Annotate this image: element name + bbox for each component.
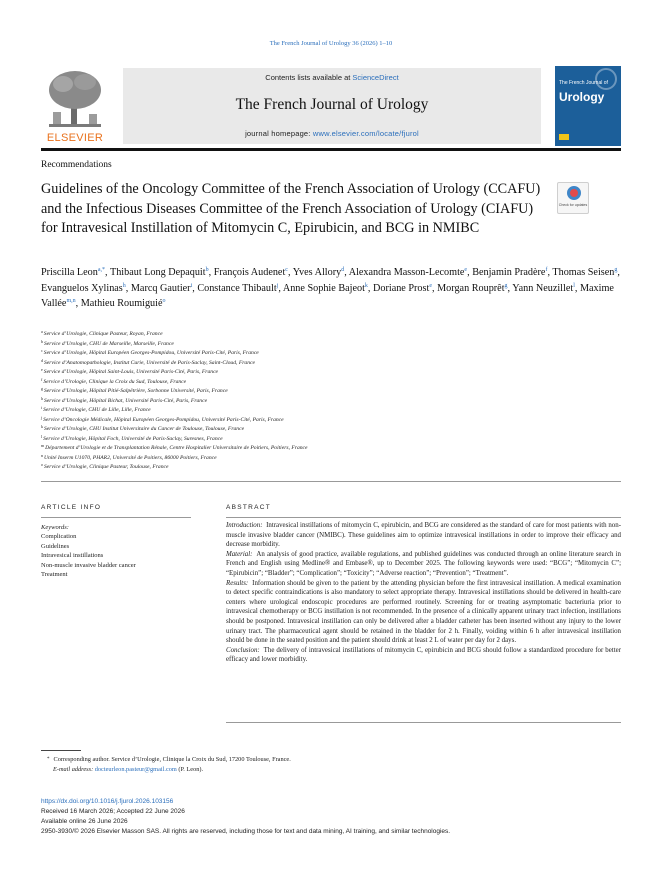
- article-metadata: [41, 797, 621, 837]
- author-name-text: Yann Neuzillet: [512, 282, 574, 294]
- author-name[interactable]: [81, 298, 166, 309]
- author-affiliation-marker[interactable]: i: [190, 282, 193, 289]
- affiliation-item: [41, 359, 621, 369]
- affiliation-item: [41, 368, 621, 378]
- author-name-text: Anne Sophie Bajeot: [282, 282, 365, 294]
- affiliation-item: [41, 340, 621, 350]
- author-name[interactable]: [214, 267, 288, 278]
- journal-info-box: [123, 68, 541, 144]
- affiliation-key: f: [41, 376, 43, 382]
- header-divider: [41, 481, 621, 482]
- affiliation-key: k: [41, 424, 43, 429]
- affiliation-key: o: [41, 462, 43, 467]
- affiliation-item: [41, 397, 621, 407]
- article-section: Recommendations: [41, 160, 112, 170]
- affiliation-key: m: [41, 443, 45, 448]
- abstract-label: Introduction:: [226, 522, 263, 529]
- doi-link[interactable]: https://dx.doi.org/10.1016/j.fjurol.2026.103156: [41, 798, 174, 805]
- article-info-rule: [41, 517, 191, 518]
- keywords-label: Keywords:: [41, 524, 69, 531]
- affiliation-text: Service d’Urologie, Hôpital Foch, Université de Paris-Saclay, Suresnes, France: [43, 435, 223, 442]
- footnote-email-line: [41, 765, 621, 775]
- corresponding-author-footnote: [41, 755, 621, 774]
- affiliation-key: g: [41, 386, 43, 391]
- author-name-text: Evanguelos Xylinas: [41, 282, 123, 294]
- abstract-text: The delivery of intravesical instillations of mitomycin C, epirubicin and BCG should follow a standardized procedure for better efficacy and lower morbidity.: [226, 646, 621, 664]
- author-affiliation-marker[interactable]: k: [364, 282, 368, 289]
- author-name-text: Thomas Seisen: [552, 267, 615, 278]
- author-name[interactable]: [373, 283, 432, 294]
- affiliation-text: Service d’Urologie, Hôpital Saint-Louis, Université Paris-Cité, Paris, France: [43, 369, 219, 375]
- masthead-rule: [41, 148, 621, 151]
- affiliation-item: [41, 444, 621, 454]
- author-name[interactable]: [512, 283, 575, 294]
- affiliation-key: a: [41, 329, 43, 334]
- affiliation-text: Service d’Urologie, CHU de Lille, Lille, France: [43, 407, 151, 413]
- affiliation-key: l: [41, 433, 43, 439]
- affiliation-item: [41, 463, 621, 473]
- affiliation-key: d: [41, 357, 43, 363]
- affiliation-text: Service d’Urologie, CHU de Marseille, Marseille, France: [44, 340, 174, 347]
- email-link[interactable]: docteurleon.pasteur@gmail.com: [94, 765, 177, 773]
- author-affiliation-marker[interactable]: e: [429, 282, 432, 289]
- affiliation-text: Service d’Urologie, Hôpital Européen Georges-Pompidou, Université Paris-Cité, Paris, France: [43, 350, 259, 356]
- check-for-updates-button[interactable]: [557, 182, 589, 214]
- affiliation-item: [41, 387, 621, 397]
- affiliation-key: c: [41, 348, 43, 353]
- journal-title: The French Journal of Urology: [235, 96, 429, 113]
- affiliation-text: Service d’Oncologie Médicale, Hôpital Européen Georges-Pompidou, Université Paris-Cité, Paris, France: [43, 416, 284, 423]
- author-affiliation-marker[interactable]: f: [545, 267, 548, 273]
- keyword-item: Intravesical instillations: [41, 552, 104, 560]
- abstract-text: An analysis of good practice, available regulations, and published guidelines was conducted through an online literature search in French and English using Medline® and Embase®, up to December 2025. The following keywords were used: “BCG”; “Mitomycin C”; “Epirubicin”; “Bladder”; “Complication”; “Toxicity”; “Adverse reaction”; “Prevention”; “Treatment”.: [226, 550, 621, 577]
- affiliation-text: Service d’Urologie, CHU Institut Universitaire du Cancer de Toulouse, Toulouse, France: [44, 426, 245, 432]
- author-affiliation-marker[interactable]: g: [614, 267, 618, 273]
- author-name[interactable]: [131, 283, 192, 294]
- affiliation-list: [41, 330, 621, 473]
- footnote-text: Corresponding author. Service d’Urologie, Clinique la Croix du Sud, 17200 Toulouse, France.: [53, 756, 291, 763]
- author-name[interactable]: [41, 267, 105, 278]
- abstract-paragraph: [226, 646, 621, 665]
- affiliation-key: i: [41, 405, 43, 410]
- author-affiliation-marker[interactable]: a,*: [97, 267, 106, 273]
- affiliation-item: [41, 425, 621, 435]
- keyword-item: Non-muscle invasive bladder cancer: [41, 561, 136, 569]
- abstract-heading: ABSTRACT: [226, 504, 272, 511]
- author-name-text: Benjamin Pradère: [472, 267, 546, 278]
- author-affiliation-marker[interactable]: g: [504, 282, 508, 289]
- author-name-text: Yves Allory: [292, 267, 342, 278]
- author-name[interactable]: [110, 267, 209, 278]
- author-name[interactable]: [283, 283, 368, 294]
- abstract-body: [226, 521, 621, 665]
- affiliation-item: [41, 349, 621, 359]
- article-info-heading: ARTICLE INFO: [41, 504, 102, 511]
- author-affiliation-marker[interactable]: h: [122, 282, 126, 289]
- homepage-line: [123, 129, 541, 138]
- affiliation-text: Département d’Urologie et de Transplantation Rénale, Centre Hospitalier Universitaire de Poitiers, Poitiers, France: [45, 445, 308, 451]
- author-affiliation-marker[interactable]: o: [162, 298, 166, 305]
- copyright-line: 2950-3930/© 2026 Elsevier Masson SAS. All rights are reserved, including those for text and data mining, AI training, and similar technologies.: [41, 828, 451, 835]
- author-affiliation-marker[interactable]: d: [341, 267, 345, 273]
- journal-masthead: [41, 66, 621, 146]
- homepage-link[interactable]: www.elsevier.com/locate/fjurol: [312, 129, 419, 138]
- author-name-text: François Audenet: [213, 267, 286, 278]
- author-name-text: Marcq Gautier: [130, 282, 191, 294]
- keywords-block: [41, 523, 201, 579]
- abstract-bottom-rule: [226, 722, 621, 723]
- author-name-text: Thibaut Long Depaquit: [109, 267, 206, 278]
- author-name[interactable]: [293, 267, 345, 278]
- author-name[interactable]: [472, 267, 547, 278]
- footnote-line: [41, 755, 621, 765]
- affiliation-key: j: [41, 414, 43, 420]
- abstract-text: Intravesical instillations of mitomycin C, epirubicin, and BCG are considered as the standard of care for most patients with non-muscle invasive bladder cancer (NMIBC). These guidelines aim to optimize intravesical instillations in order to improve their efficacy and decrease morbidity.: [226, 522, 621, 549]
- author-name-text: Morgan Rouprêt: [437, 282, 505, 294]
- author-name[interactable]: [41, 283, 126, 294]
- affiliation-key: b: [41, 338, 43, 344]
- elsevier-tree-icon: [41, 68, 109, 130]
- author-name-text: Mathieu Roumiguié: [80, 298, 163, 310]
- available-online: Available online 26 June 2026: [41, 818, 128, 825]
- author-affiliation-marker[interactable]: e: [464, 267, 468, 273]
- affiliation-item: [41, 416, 621, 426]
- affiliation-text: Service d’Anatomopathologie, Institut Curie, Université de Paris-Saclay, Saint-Cloud, France: [44, 359, 255, 366]
- affiliation-item: [41, 454, 621, 464]
- author-name-text: Alexandra Masson-Lecomte: [348, 267, 465, 278]
- author-affiliation-marker[interactable]: b: [205, 267, 209, 273]
- abstract-label: Material:: [226, 550, 253, 558]
- keyword-item: Treatment: [41, 571, 68, 579]
- running-head[interactable]: The French Journal of Urology 36 (2026) 1–10: [269, 40, 393, 47]
- cover-small-text: The French Journal of: [559, 80, 608, 86]
- footnote-rule: [41, 750, 81, 751]
- author-name-text: Priscilla Leon: [41, 267, 98, 278]
- author-affiliation-marker[interactable]: m,n: [66, 298, 76, 305]
- keyword-item: Guidelines: [41, 542, 70, 550]
- keyword-item: Complication: [41, 533, 77, 541]
- affiliation-item: [41, 378, 621, 388]
- check-updates-label: Check for updates: [558, 203, 588, 207]
- author-affiliation-marker[interactable]: j: [276, 282, 279, 289]
- affiliation-text: Service d’Urologie, Clinique Pasteur, Toulouse, France: [44, 464, 169, 470]
- author-name[interactable]: [437, 283, 507, 294]
- affiliation-text: Service d’Urologie, Hôpital Pitié-Salpêtrière, Sorbonne Université, Paris, France: [44, 388, 228, 394]
- homepage-prefix: journal homepage:: [245, 129, 313, 138]
- affiliation-item: [41, 330, 621, 340]
- email-suffix: (P. Leon).: [178, 765, 204, 773]
- email-label: E-mail address:: [53, 765, 94, 773]
- author-name-text: Doriane Prost: [373, 282, 430, 294]
- abstract-paragraph: [226, 550, 621, 579]
- affiliation-item: [41, 406, 621, 416]
- contents-prefix: Contents lists available at: [265, 73, 353, 82]
- abstract-paragraph: [226, 579, 621, 646]
- abstract-label: Conclusion:: [226, 646, 260, 654]
- abstract-text: Information should be given to the patient by the attending physician before the first intravesical instillation. A medical examination to detect specific contraindications is also mandatory to select appropriate therapy. Intravesical instillations should be delivered in health-care centers where urological endoscopic procedures are performed routinely. Screening for or treating asymptomatic bacteriuria prior to intravesical chemotherapy or BCG instillation is not recommended. In the presence of a clinically apparent urinary tract infection, instillations should be postponed. Intravesical instillation can only be delivered after a bladder catheter has been inserted without any injury to the lower urinary tract. The pharmaceutical agent should be retained in the bladder for 2 h. Finally, voiding within 6 h after intravesical instillation should be done in the seated position and the patient should drink at least 2 L of water per day for 2 days.: [226, 579, 621, 645]
- abstract-rule: [226, 517, 621, 518]
- abstract-label: Results:: [226, 579, 249, 587]
- footnote-marker: *: [47, 757, 50, 762]
- contents-line: [123, 73, 541, 82]
- journal-cover-thumbnail[interactable]: [555, 66, 621, 146]
- cover-graphic: [595, 68, 617, 90]
- affiliation-text: Service d’Urologie, Clinique Pasteur, Royan, France: [43, 331, 163, 337]
- affiliation-item: [41, 435, 621, 445]
- elsevier-logo[interactable]: [41, 68, 109, 144]
- cover-big-text: Urology: [559, 90, 605, 104]
- received-dates: Received 16 March 2026; Accepted 22 June 2026: [41, 808, 185, 815]
- author-name-text: Constance Thibault: [197, 282, 277, 294]
- affiliation-text: Unité Inserm U1070, PHAR2, Université de Poitiers, 86000 Poitiers, France: [44, 454, 217, 461]
- check-updates-icon: [567, 186, 581, 200]
- author-name-text: Maxime Vallée: [41, 282, 614, 310]
- elsevier-wordmark: ELSEVIER: [46, 132, 104, 144]
- sciencedirect-link[interactable]: ScienceDirect: [352, 73, 399, 82]
- author-list: Priscilla Leon$^{a,*}$, Thibaut Long Depaquit$^b$, François Audenet$^c$, Yves Allory$^d$, Alexandra Masson-Lecomte$^e$, Benjamin Pradère$^f$, Thomas Seisen$^g$, Evanguelos Xylinas$^h$, Marcq Gautier$^i$, Constance Thibault$^j$, Anne Sophie Bajeot$^k$, Doriane Prost$^e$, Morgan Rouprêt$^g$, Yann Neuzillet$^l$, Maxime Vallée$^{m,n}$, Mathieu Roumiguié$^o$: [41, 267, 620, 310]
- affiliation-key: n: [41, 452, 43, 458]
- author-affiliation-marker[interactable]: c: [285, 267, 288, 273]
- author-name[interactable]: [552, 267, 617, 278]
- cover-publisher-mark: [559, 134, 569, 140]
- affiliation-key: e: [41, 367, 43, 372]
- affiliation-key: h: [41, 395, 43, 401]
- affiliation-text: Service d’Urologie, Clinique la Croix du Sud, Toulouse, France: [43, 378, 187, 385]
- author-name[interactable]: [197, 283, 278, 294]
- author-affiliation-marker[interactable]: l: [573, 282, 575, 289]
- affiliation-text: Service d’Urologie, Hôpital Bichat, Université Paris-Cité, Paris, France: [44, 397, 208, 404]
- paper-title: Guidelines of the Oncology Committee of the French Association of Urology (CCAFU) and the Infectious Diseases Committee of the French Association of Urology (CIAFU) for Intravesical Instillation of Mitomycin C, Epirubicin, and BCG in NMIBC: [41, 181, 541, 236]
- author-name[interactable]: [349, 267, 467, 278]
- abstract-paragraph: [226, 521, 621, 550]
